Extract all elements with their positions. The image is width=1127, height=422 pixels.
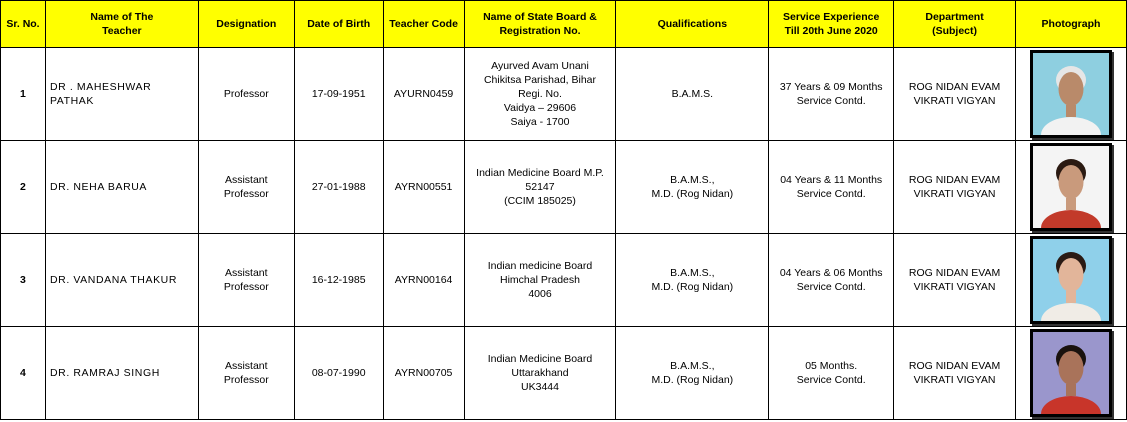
designation-cell: Assistant Professor [198,327,294,420]
sr-no-cell: 4 [1,327,46,420]
header-designation: Designation [198,1,294,48]
header-experience: Service Experience Till 20th June 2020 [769,1,894,48]
portrait-face [1059,72,1084,106]
board-cell: Indian Medicine Board Uttarakhand UK3444 [464,327,616,420]
teacher-photo [1030,329,1112,417]
sr-no-cell: 2 [1,141,46,234]
teacher-photo [1030,143,1112,231]
teacher-photo [1030,236,1112,324]
experience-cell: 05 Months. Service Contd. [769,327,894,420]
qualification-cell: B.A.M.S., M.D. (Rog Nidan) [616,141,769,234]
teacher-name-cell: DR . MAHESHWAR PATHAK [45,48,198,141]
teacher-code-cell: AYRN00164 [383,234,464,327]
board-cell: Ayurved Avam Unani Chikitsa Parishad, Bihar Regi. No. Vaidya – 29606 Saiya - 1700 [464,48,616,141]
photo-cell [1016,234,1127,327]
photo-cell [1016,327,1127,420]
department-cell: ROG NIDAN EVAM VIKRATI VIGYAN [894,327,1016,420]
portrait-image [1033,146,1109,228]
experience-cell: 04 Years & 11 Months Service Contd. [769,141,894,234]
teacher-name-cell: DR. NEHA BARUA [45,141,198,234]
portrait-neck [1066,105,1076,117]
table-row [1,141,1127,234]
portrait-image [1033,53,1109,135]
department-cell: ROG NIDAN EVAM VIKRATI VIGYAN [894,141,1016,234]
sr-no-cell: 1 [1,48,46,141]
header-photograph: Photograph [1016,1,1127,48]
header-row [1,1,1127,48]
teacher-name-cell: DR. RAMRAJ SINGH [45,327,198,420]
dob-cell: 27-01-1988 [294,141,383,234]
portrait-face [1059,165,1084,199]
teacher-name-cell: DR. VANDANA THAKUR [45,234,198,327]
teacher-photo [1030,50,1112,138]
header-board: Name of State Board & Registration No. [464,1,616,48]
designation-cell: Professor [198,48,294,141]
header-teacher-name: Name of The Teacher [45,1,198,48]
experience-cell: 37 Years & 09 Months Service Contd. [769,48,894,141]
table-row [1,234,1127,327]
designation-cell: Assistant Professor [198,234,294,327]
designation-cell: Assistant Professor [198,141,294,234]
qualification-cell: B.A.M.S., M.D. (Rog Nidan) [616,327,769,420]
experience-cell: 04 Years & 06 Months Service Contd. [769,234,894,327]
board-cell: Indian Medicine Board M.P. 52147 (CCIM 185025) [464,141,616,234]
portrait-face [1059,351,1084,385]
table-row [1,327,1127,420]
portrait-neck [1066,384,1076,396]
dob-cell: 08-07-1990 [294,327,383,420]
department-cell: ROG NIDAN EVAM VIKRATI VIGYAN [894,48,1016,141]
dob-cell: 16-12-1985 [294,234,383,327]
header-department: Department (Subject) [894,1,1016,48]
qualification-cell: B.A.M.S., M.D. (Rog Nidan) [616,234,769,327]
portrait-image [1033,332,1109,414]
portrait-neck [1066,198,1076,210]
portrait-face [1059,258,1084,292]
header-dob: Date of Birth [294,1,383,48]
department-cell: ROG NIDAN EVAM VIKRATI VIGYAN [894,234,1016,327]
qualification-cell: B.A.M.S. [616,48,769,141]
teacher-code-cell: AYURN0459 [383,48,464,141]
portrait-image [1033,239,1109,321]
teacher-code-cell: AYRN00705 [383,327,464,420]
table-row [1,48,1127,141]
teacher-code-cell: AYRN00551 [383,141,464,234]
photo-cell [1016,48,1127,141]
header-teacher-code: Teacher Code [383,1,464,48]
portrait-neck [1066,291,1076,303]
board-cell: Indian medicine Board Himchal Pradesh 4006 [464,234,616,327]
dob-cell: 17-09-1951 [294,48,383,141]
header-sr-no: Sr. No. [1,1,46,48]
header-qualifications: Qualifications [616,1,769,48]
sr-no-cell: 3 [1,234,46,327]
photo-cell [1016,141,1127,234]
